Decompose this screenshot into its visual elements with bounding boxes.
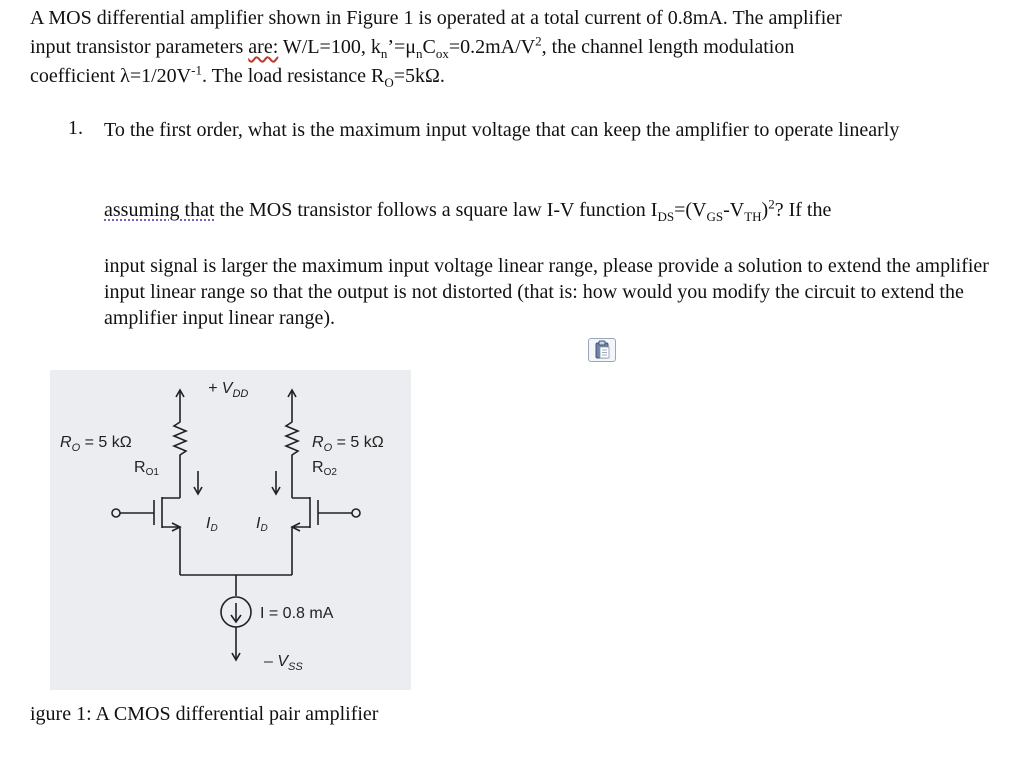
ro-left-label: $R_O = 5$ kΩ [60, 434, 132, 454]
intro-text: =5kΩ. [393, 65, 445, 87]
question-text: To the first order, what is the maximum input voltage that can keep the amplifier to operate linearly [104, 119, 900, 141]
superscript: -1 [191, 62, 202, 78]
ro-right-label: $R_O = 5$ kΩ [312, 434, 384, 454]
subscript: n [416, 46, 423, 61]
clipboard-icon-glyph [589, 339, 615, 361]
subscript: GS [706, 209, 724, 224]
intro-line-2 [30, 33, 990, 62]
intro-line-1: A MOS differential amplifier shown in Figure 1 is operated at a total current of 0.8mA. The amplifier [30, 7, 842, 29]
question-number: 1. [68, 117, 83, 139]
grammar-flag-text: assuming that [104, 199, 215, 221]
input-right-terminal [352, 509, 360, 517]
subscript: DS [657, 209, 675, 224]
intro-text: . The load resistance R [201, 65, 385, 87]
intro-text: W/L=100, k [278, 36, 381, 58]
spellcheck-word: are: [248, 36, 279, 58]
subscript: O [384, 75, 394, 90]
current-label: I = 0.8 mA [260, 605, 334, 622]
intro-text: ’=μ [387, 36, 417, 58]
intro-text: input transistor parameters [30, 36, 249, 58]
resistor-left [174, 416, 186, 498]
resistor-right [286, 416, 298, 498]
circuit-diagram [50, 370, 411, 690]
intro-line-3 [30, 62, 990, 91]
problem-intro [30, 4, 990, 91]
circuit-figure [50, 370, 411, 690]
figure-caption: igure 1: A CMOS differential pair amplifier [30, 703, 379, 725]
ro2-label: RO2 [312, 459, 337, 478]
intro-text: C [422, 36, 436, 58]
assumption-text: the MOS transistor follows a square law I-V function I [214, 199, 658, 221]
vss-label: – $V_{SS}$ [264, 653, 303, 673]
clipboard-icon[interactable] [588, 338, 616, 362]
question-signal-text: input signal is larger the maximum input voltage linear range, please provide a solution to extend the amplifier input linear range so that the output is not distorted (that is: how would you modify the circuit to extend the amplifier input linear range). [104, 255, 989, 329]
superscript: 2 [535, 33, 542, 49]
subscript: n [380, 46, 388, 61]
question-assumption [104, 197, 984, 223]
subscript: TH [744, 209, 762, 224]
assumption-text: ? If the [774, 199, 832, 221]
assumption-text: -V [723, 199, 745, 221]
id-right-label: ID [256, 515, 268, 534]
assumption-text: ) [761, 199, 769, 221]
vdd-label: + $V_{DD}$ [208, 380, 249, 400]
id-left-label: ID [206, 515, 218, 534]
assumption-text: =(V [674, 199, 707, 221]
superscript: 2 [768, 196, 775, 212]
subscript: ox [435, 46, 449, 61]
ro1-label: RO1 [134, 459, 159, 478]
intro-text: , the channel length modulation [541, 36, 795, 58]
intro-text: coefficient λ=1/20V [30, 65, 192, 87]
intro-text: =0.2mA/V [448, 36, 536, 58]
input-left-terminal [112, 509, 120, 517]
